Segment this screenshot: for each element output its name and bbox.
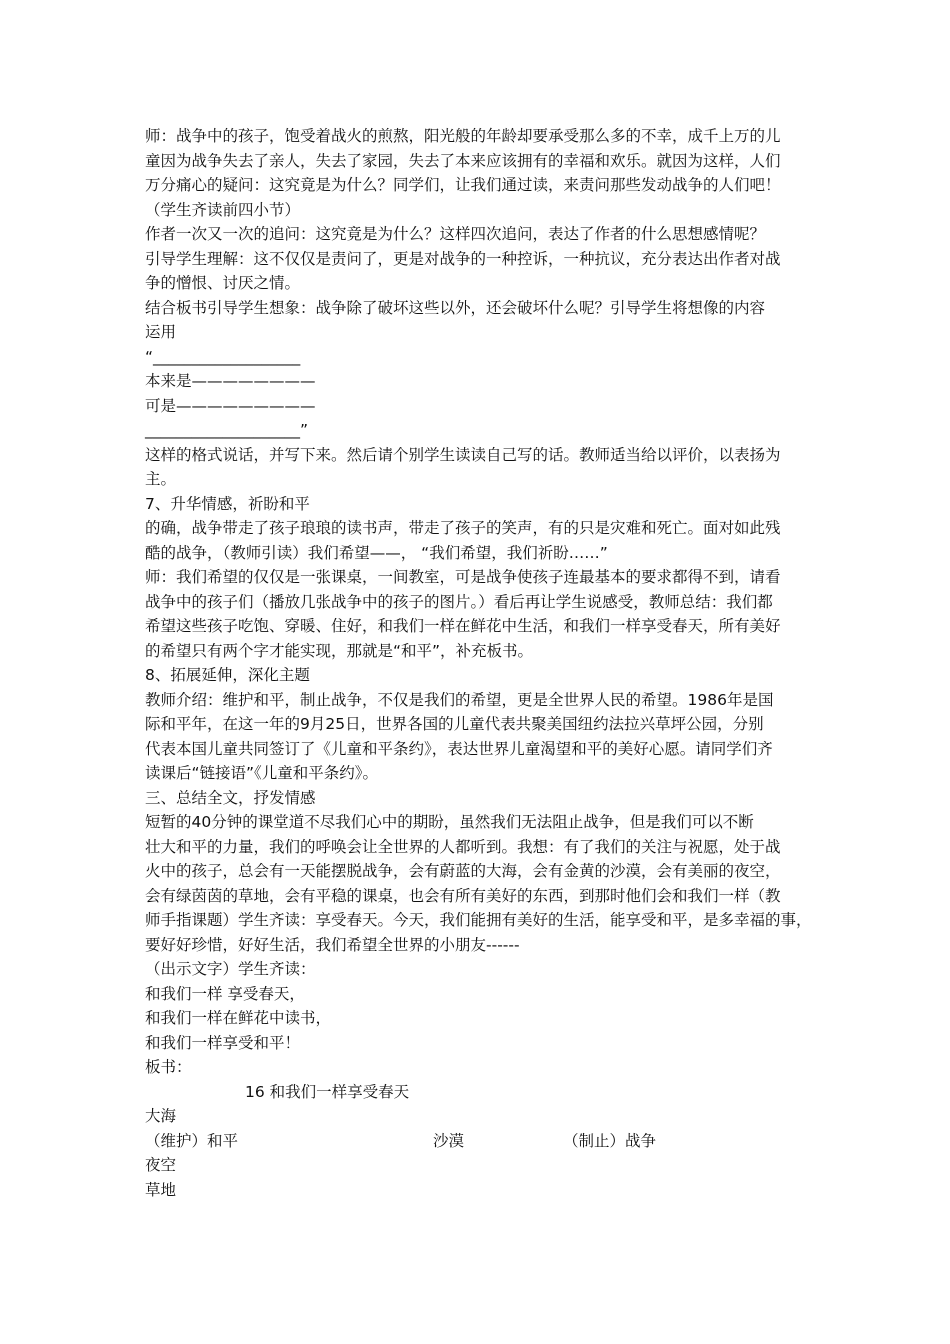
text-line: 7、升华情感，祈盼和平 (145, 494, 310, 513)
board-night: 夜空 (145, 1156, 177, 1174)
text-line: 火中的孩子，总会有一天能摆脱战争，会有蔚蓝的大海，会有金黄的沙漠，会有美丽的夜空， (145, 862, 781, 880)
text-line: 希望这些孩子吃饱、穿暖、住好，和我们一样在鲜花中生活，和我们一样享受春天，所有美好 (145, 617, 781, 635)
text-line: 和我们一样享受和平！ (145, 1033, 301, 1052)
document-body (145, 124, 815, 1202)
text-line: （学生齐读前四小节） (145, 200, 301, 219)
text-line: 三、总结全文，抒发情感 (145, 788, 316, 807)
board-left: （维护）和平 (145, 1131, 239, 1150)
text-line: 师：战争中的孩子，饱受着战火的煎熬，阳光般的年龄却要承受那么多的不幸，成千上万的儿 (145, 127, 781, 145)
board-title: 16 和我们一样享受春天 (245, 1082, 410, 1101)
board-middle: 沙漠 (433, 1131, 465, 1150)
text-line: ____________________” (145, 421, 309, 439)
text-line: 主。 (145, 470, 177, 488)
text-line: 酷的战争，（教师引读）我们希望——， “我们希望，我们祈盼……” (145, 543, 608, 562)
text-line: 争的憎恨、讨厌之情。 (145, 274, 301, 292)
text-line: 的希望只有两个字才能实现，那就是“和平”，补充板书。 (145, 641, 534, 660)
text-line: 这样的格式说话，并写下来。然后请个别学生读读自己写的话。教师适当给以评价，以表扬为 (145, 445, 781, 464)
text-line: 和我们一样在鲜花中读书， (145, 1009, 332, 1027)
text-line: 运用 (145, 323, 177, 341)
board-main-row (145, 1129, 815, 1154)
text-line: 8、拓展延伸，深化主题 (145, 666, 310, 684)
text-line: 引导学生理解：这不仅仅是责问了，更是对战争的一种控诉，一种抗议，充分表达出作者对战 (145, 249, 781, 268)
text-line: 的确，战争带走了孩子琅琅的读书声，带走了孩子的笑声，有的只是灾难和死亡。面对如此残 (145, 519, 781, 537)
text-line: 可是————————— (145, 396, 316, 415)
text-line: 师手指课题）学生齐读：享受春天。今天，我们能拥有美好的生活，能享受和平，是多幸福的事， (145, 911, 812, 929)
text-line: 万分痛心的疑问：这究竟是为什么？同学们，让我们通过读，来责问那些发动战争的人们吧！ (145, 176, 781, 194)
text-line: 师：我们希望的仅仅是一张课桌，一间教室，可是战争使孩子连最基本的要求都得不到，请看 (145, 568, 781, 586)
text-line: 际和平年，在这一年的9月25日，世界各国的儿童代表共聚美国纽约法拉兴草坪公园，分别 (145, 715, 764, 733)
text-line: 会有绿茵茵的草地，会有平稳的课桌，也会有所有美好的东西，到那时他们会和我们一样（教 (145, 886, 781, 905)
text-line: “___________________ (145, 347, 301, 366)
text-line: 和我们一样 享受春天， (145, 984, 305, 1003)
text-line: 代表本国儿童共同签订了《儿童和平条约》，表达世界儿童渴望和平的美好心愿。请同学们齐 (145, 739, 773, 758)
text-line: 本来是———————— (145, 372, 316, 390)
board-grass: 草地 (145, 1180, 177, 1199)
text-line: 教师介绍：维护和平，制止战争，不仅是我们的希望，更是全世界人民的希望。1986年是国 (145, 690, 774, 709)
text-line: 结合板书引导学生想象：战争除了破坏这些以外，还会破坏什么呢？引导学生将想像的内容 (145, 298, 766, 317)
board-sea: 大海 (145, 1107, 177, 1125)
text-line: 板书： (145, 1058, 192, 1076)
board-right: （制止）战争 (563, 1131, 657, 1150)
text-line: 短暂的40分钟的课堂道不尽我们心中的期盼，虽然我们无法阻止战争，但是我们可以不断 (145, 813, 754, 831)
text-line: 战争中的孩子们（播放几张战争中的孩子的图片。）看后再让学生说感受，教师总结：我们都 (145, 592, 773, 611)
text-lines (145, 124, 815, 1080)
text-line: 童因为战争失去了亲人，失去了家园，失去了本来应该拥有的幸福和欢乐。就因为这样，人们 (145, 151, 781, 170)
text-line: 壮大和平的力量，我们的呼唤会让全世界的人都听到。我想：有了我们的关注与祝愿，处于战 (145, 837, 781, 856)
text-line: 读课后“链接语”《儿童和平条约》。 (145, 764, 379, 782)
text-line: （出示文字）学生齐读： (145, 960, 316, 978)
text-line: 要好好珍惜，好好生活，我们希望全世界的小朋友------ (145, 935, 520, 954)
text-line: 作者一次又一次的追问：这究竟是为什么？这样四次追问，表达了作者的什么思想感情呢？ (145, 225, 766, 243)
